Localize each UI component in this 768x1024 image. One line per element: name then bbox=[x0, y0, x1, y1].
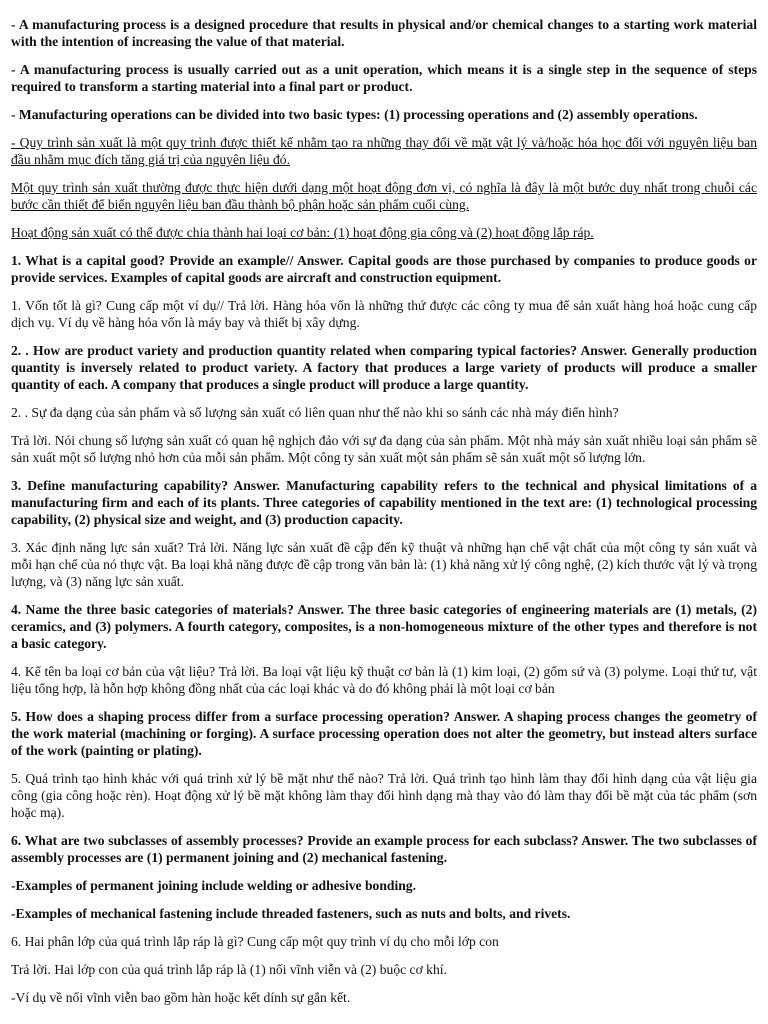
paragraph-manufacturing-process-definition: - A manufacturing process is a designed procedure that results in physical and/or chemical changes to a starting work material with the intention of increasing the value of that material. bbox=[11, 17, 757, 49]
question-6-en: 6. What are two subclasses of assembly processes? Provide an example process for each subclass? Answer. The two subclasses of assembly processes are (1) permanent joining and (2) mechanical fastening. bbox=[11, 833, 757, 865]
question-5-vn: 5. Quá trình tạo hình khác với quá trình xử lý bề mặt như thế nào? Trả lời. Quá trình tạo hình làm thay đổi hình dạng của vật liệu gia công (gia công hoặc rèn). Hoạt động xử lý bề mặt không làm thay đổi hình dạng mà thay vào đó làm thay đổi bề mặt của tác phẩm (sơn hoặc mạ). bbox=[11, 771, 757, 820]
question-4-vn: 4. Kể tên ba loại cơ bản của vật liệu? Trả lời. Ba loại vật liệu kỹ thuật cơ bản là (1) kim loại, (2) gốm sứ và (3) polyme. Loại thứ tư, vật liệu tổng hợp, là hỗn hợp không đồng nhất của các loại khác và do đó không phải là một loại cơ bản bbox=[11, 664, 757, 696]
paragraph-vn-operation-types: Hoạt động sản xuất có thể được chia thành hai loại cơ bản: (1) hoạt động gia công và (2) hoạt động lắp ráp. bbox=[11, 225, 594, 240]
example-permanent-joining-vn: -Ví dụ về nối vĩnh viễn bao gồm hàn hoặc kết dính sự gắn kết. bbox=[11, 990, 351, 1005]
answer-2-vn: Trả lời. Nói chung số lượng sản xuất có quan hệ nghịch đảo với sự đa dạng của sản phẩm. Một nhà máy sản xuất nhiều loại sản phẩm sẽ sản xuất một số lượng nhỏ hơn của mỗi sản phẩm. Một công ty sản xuất một sản phẩm sẽ sản xuất một số lượng lớn. bbox=[11, 433, 757, 465]
question-2-vn: 2. . Sự đa dạng của sản phẩm và số lượng sản xuất có liên quan như thế nào khi so sánh các nhà máy điển hình? bbox=[11, 405, 619, 420]
example-mechanical-fastening-en: -Examples of mechanical fastening include threaded fasteners, such as nuts and bolts, and rivets. bbox=[11, 906, 571, 921]
question-2-en: 2. . How are product variety and production quantity related when comparing typical factories? Answer. Generally production quantity is inversely related to product variety. A factory that produces a large variety of products will produce a smaller quantity of each. A company that produces a single product will produce a large quantity. bbox=[11, 343, 757, 392]
document-body bbox=[11, 16, 757, 1006]
paragraph-vn-process-definition: - Quy trình sản xuất là một quy trình được thiết kế nhằm tạo ra những thay đổi về mặt vật lý và/hoặc hóa học đối với nguyên liệu ban đầu nhằm mục đích tăng giá trị của nguyên liệu đó. bbox=[11, 135, 757, 167]
paragraph-vn-unit-operation: Một quy trình sản xuất thường được thực hiện dưới dạng một hoạt động đơn vị, có nghĩa là đây là một bước duy nhất trong chuỗi các bước cần thiết để biến nguyên liệu ban đầu thành bộ phận hoặc sản phẩm cuối cùng. bbox=[11, 180, 757, 212]
example-permanent-joining-en: -Examples of permanent joining include welding or adhesive bonding. bbox=[11, 878, 416, 893]
question-6-vn: 6. Hai phân lớp của quá trình lắp ráp là gì? Cung cấp một quy trình ví dụ cho mỗi lớp con bbox=[11, 934, 499, 949]
question-3-en: 3. Define manufacturing capability? Answer. Manufacturing capability refers to the technical and physical limitations of a manufacturing firm and each of its plants. Three categories of capability mentioned in the text are: (1) technological processing capability, (2) physical size and weight, and (3) production capacity. bbox=[11, 478, 757, 527]
paragraph-unit-operation: - A manufacturing process is usually carried out as a unit operation, which means it is a single step in the sequence of steps required to transform a starting material into a final part or product. bbox=[11, 62, 757, 94]
question-4-en: 4. Name the three basic categories of materials? Answer. The three basic categories of engineering materials are (1) metals, (2) ceramics, and (3) polymers. A fourth category, composites, is a non-homogeneous mixture of the other types and therefore is not a basic category. bbox=[11, 602, 757, 651]
question-3-vn: 3. Xác định năng lực sản xuất? Trả lời. Năng lực sản xuất đề cập đến kỹ thuật và những hạn chế vật chất của một công ty sản xuất và mỗi hạn chế của nó thực vật. Ba loại khả năng được đề cập trong văn bản là: (1) khả năng xử lý công nghệ, (2) kích thước vật lý và trọng lượng, và (3) năng lực sản xuất. bbox=[11, 540, 757, 589]
question-5-en: 5. How does a shaping process differ from a surface processing operation? Answer. A shaping process changes the geometry of the work material (machining or forging). A surface processing operation does not alter the geometry, but instead alters surface of the work (painting or plating). bbox=[11, 709, 757, 758]
question-1-en: 1. What is a capital good? Provide an example// Answer. Capital goods are those purchased by companies to produce goods or provide services. Examples of capital goods are aircraft and construction equipment. bbox=[11, 253, 757, 285]
question-1-vn: 1. Vốn tốt là gì? Cung cấp một ví dụ// Trả lời. Hàng hóa vốn là những thứ được các công ty mua để sản xuất hàng hoá hoặc cung cấp dịch vụ. Ví dụ về hàng hóa vốn là máy bay và thiết bị xây dựng. bbox=[11, 298, 757, 330]
answer-6-vn: Trả lời. Hai lớp con của quá trình lắp ráp là (1) nối vĩnh viễn và (2) buộc cơ khí. bbox=[11, 962, 447, 977]
paragraph-operation-types: - Manufacturing operations can be divided into two basic types: (1) processing operations and (2) assembly operations. bbox=[11, 107, 698, 122]
